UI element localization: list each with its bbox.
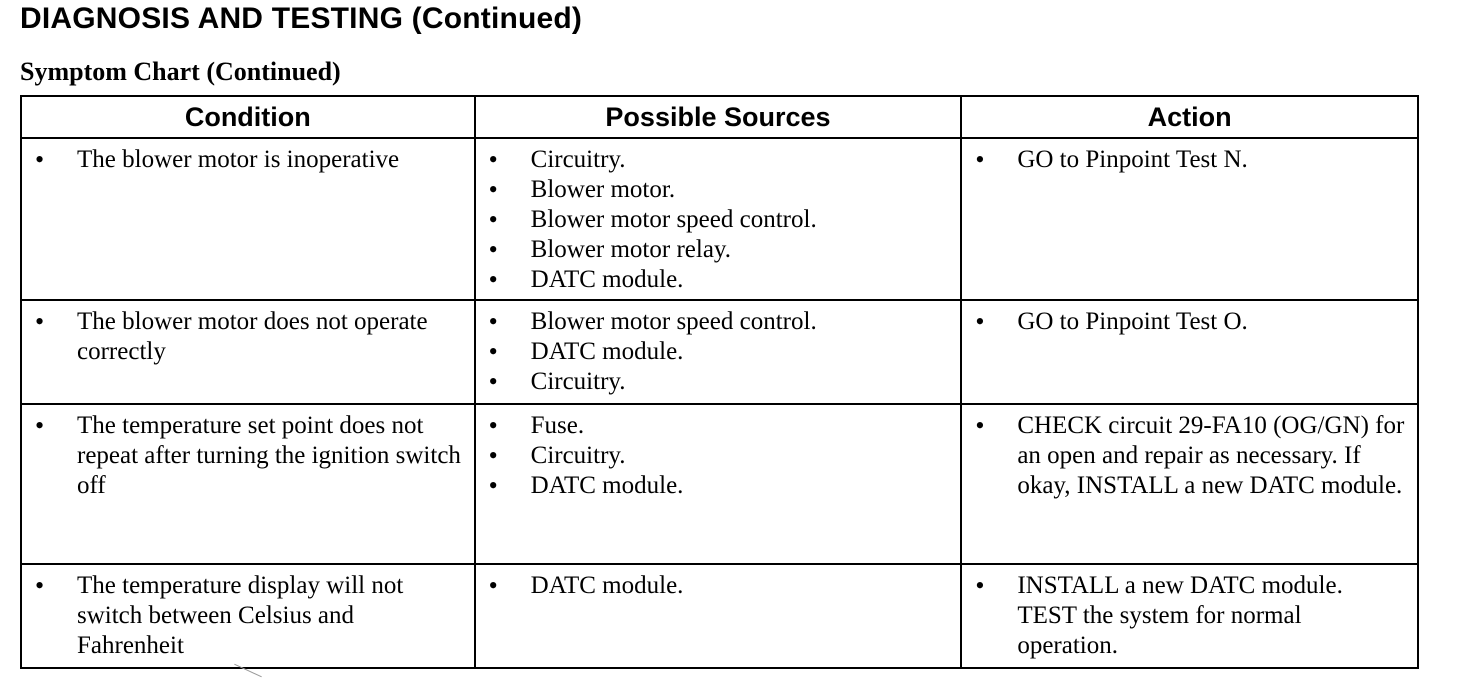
table-header-row [21, 96, 1418, 138]
sources-cell [475, 300, 962, 404]
condition-item: • The blower motor does not operate correctly [22, 307, 474, 367]
source-item: • Blower motor speed control. [476, 205, 961, 235]
table-row [21, 564, 1418, 668]
symptom-chart-table [20, 95, 1419, 669]
condition-item: • The blower motor is inoperative [22, 145, 474, 175]
section-title: Symptom Chart (Continued) [20, 57, 341, 86]
source-item: • Circuitry. [476, 367, 961, 397]
source-item: • Circuitry. [476, 441, 961, 471]
action-cell [961, 138, 1418, 300]
action-item: • INSTALL a new DATC module. TEST the system for normal operation. [962, 571, 1417, 661]
action-cell [961, 564, 1418, 668]
sources-cell [475, 564, 962, 668]
source-item: • DATC module. [476, 571, 961, 601]
condition-item: • The temperature display will not switch between Celsius and Fahrenheit [22, 571, 474, 661]
source-item: • Circuitry. [476, 145, 961, 175]
table-row [21, 300, 1418, 404]
condition-cell [21, 300, 475, 404]
source-item: • Fuse. [476, 411, 961, 441]
source-item: • DATC module. [476, 471, 961, 501]
action-item: • GO to Pinpoint Test O. [962, 307, 1417, 337]
table-row [21, 404, 1418, 564]
source-item: • Blower motor relay. [476, 235, 961, 265]
source-item: • DATC module. [476, 337, 961, 367]
condition-item: • The temperature set point does not repeat after turning the ignition switch off [22, 411, 474, 501]
action-cell [961, 404, 1418, 564]
sources-cell [475, 404, 962, 564]
source-item: • DATC module. [476, 265, 961, 295]
table-row [21, 138, 1418, 300]
sources-cell [475, 138, 962, 300]
page-title: DIAGNOSIS AND TESTING (Continued) [20, 2, 583, 35]
condition-cell [21, 404, 475, 564]
source-item: • Blower motor. [476, 175, 961, 205]
source-item: • Blower motor speed control. [476, 307, 961, 337]
header-action: Action [961, 96, 1418, 138]
condition-cell [21, 564, 475, 668]
header-condition: Condition [21, 96, 475, 138]
action-cell [961, 300, 1418, 404]
condition-cell [21, 138, 475, 300]
header-possible-sources: Possible Sources [475, 96, 962, 138]
action-item: • CHECK circuit 29-FA10 (OG/GN) for an open and repair as necessary. If okay, INSTALL a new DATC module. [962, 411, 1417, 501]
action-item: • GO to Pinpoint Test N. [962, 145, 1417, 175]
